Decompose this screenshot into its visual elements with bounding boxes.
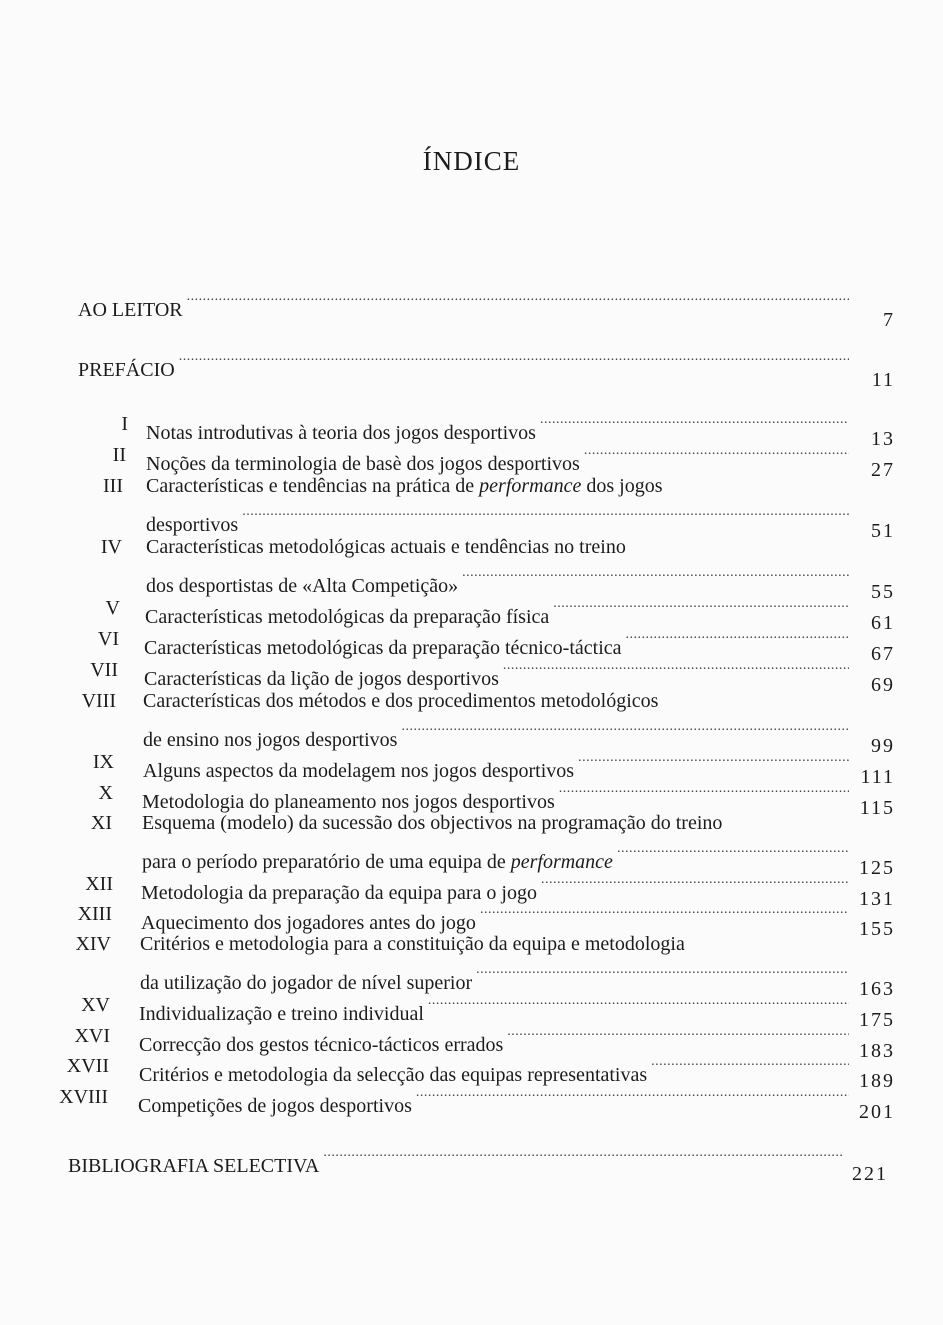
chapter-title-line — [138, 1082, 895, 1121]
entry-page: 155 — [859, 918, 895, 940]
chapter-number: XIII — [77, 903, 112, 925]
entry-label: BIBLIOGRAFIA SELECTIVA — [68, 1155, 320, 1177]
dot-leader — [462, 562, 849, 592]
entry-label: PREFÁCIO — [78, 359, 175, 381]
entry-label: AO LEITOR — [78, 299, 183, 321]
entry-page: 99 — [871, 735, 895, 757]
chapter-number: V — [105, 597, 120, 619]
chapter-number: VII — [90, 659, 118, 681]
entry-page: 201 — [859, 1101, 895, 1123]
entry-page: 183 — [859, 1040, 895, 1062]
chapter-title-italic: performance — [510, 851, 613, 873]
dot-leader — [553, 593, 849, 623]
dot-leader — [651, 1051, 849, 1081]
chapter-title-line — [142, 808, 722, 838]
entry-page: 125 — [859, 857, 895, 879]
chapter-title-text: de ensino nos jogos desportivos — [143, 729, 398, 751]
chapter-title-text: dos jogos — [581, 475, 663, 497]
dot-leader — [541, 869, 849, 899]
dot-leader — [187, 286, 849, 316]
entry-page: 69 — [871, 674, 895, 696]
chapter-number: IX — [92, 751, 114, 773]
chapter-title-text: Critérios e metodologia para a constituição da equipa e metodologia — [140, 933, 685, 955]
chapter-number: I — [121, 413, 128, 435]
dot-leader — [578, 747, 849, 777]
chapter-number: XII — [85, 873, 113, 895]
dot-leader — [507, 1021, 849, 1051]
chapter-number: XIV — [75, 933, 111, 955]
dot-leader — [242, 501, 849, 531]
entry-page: 189 — [859, 1070, 895, 1092]
dot-leader — [584, 440, 849, 470]
entry-page: 131 — [859, 888, 895, 910]
chapter-title-text: Metodologia da preparação da equipa para o jogo — [141, 882, 537, 904]
chapter-title-text: Características metodológicas da preparação física — [145, 606, 550, 628]
chapter-title-text: dos desportistas de «Alta Competição» — [146, 575, 459, 597]
chapter-title-text: Aquecimento dos jogadores antes do jogo — [141, 912, 476, 934]
chapter-title-text: para o período preparatório de uma equipa de — [142, 851, 511, 873]
chapter-title-text: Metodologia do planeamento nos jogos desportivos — [142, 791, 555, 813]
page-title: ÍNDICE — [422, 146, 521, 176]
chapter-title-text: Características metodológicas actuais e tendências no treino — [146, 536, 626, 558]
chapter-number: II — [112, 444, 126, 466]
dot-leader — [540, 409, 849, 439]
dot-leader — [323, 1142, 842, 1172]
chapter-number: XI — [90, 812, 112, 834]
entry-page: 11 — [871, 369, 895, 391]
entry-page: 221 — [852, 1163, 888, 1185]
chapter-title-text: Critérios e metodologia da selecção das equipas representativas — [139, 1064, 648, 1086]
dot-leader — [401, 716, 849, 746]
chapter-number: III — [103, 475, 123, 497]
chapter-number: IV — [100, 536, 122, 558]
entry-page: 175 — [859, 1009, 895, 1031]
chapter-title-text: Correcção dos gestos técnico-tácticos errados — [139, 1034, 504, 1056]
entry-page: 51 — [871, 520, 895, 542]
entry-page: 13 — [871, 428, 895, 450]
dot-leader — [503, 655, 849, 685]
chapter-title-text: Esquema (modelo) da sucessão dos objectivos na programação do treino — [142, 812, 723, 834]
chapter-number: XVII — [66, 1055, 109, 1077]
chapter-number: VI — [97, 628, 119, 650]
dot-leader — [428, 990, 849, 1020]
dot-leader — [476, 959, 849, 989]
entry-page: 163 — [859, 978, 895, 1000]
entry-page: 67 — [871, 643, 895, 665]
chapter-title-text: Características metodológicas da preparação técnico-táctica — [144, 637, 622, 659]
chapter-number: XVIII — [59, 1086, 108, 1108]
chapter-title-text: Noções da terminologia de basè dos jogos desportivos — [146, 453, 580, 475]
chapter-title-line — [140, 929, 685, 959]
dot-leader — [626, 624, 849, 654]
chapter-title-text: Características e tendências na prática de — [146, 475, 480, 497]
chapter-title-text: Notas introdutivas à teoria dos jogos desportivos — [146, 422, 536, 444]
chapter-number: VIII — [81, 690, 116, 712]
dot-leader — [480, 899, 849, 929]
chapter-title-text: Alguns aspectos da modelagem nos jogos desportivos — [143, 760, 575, 782]
chapter-title-text: da utilização do jogador de nível superior — [140, 972, 473, 994]
chapter-title-line — [146, 532, 626, 562]
dot-leader — [559, 778, 849, 808]
chapter-number: XVI — [74, 1025, 110, 1047]
entry-page: 55 — [871, 581, 895, 603]
chapter-title-text: desportivos — [146, 514, 239, 536]
chapter-number: XV — [81, 994, 110, 1016]
entry-page: 115 — [859, 797, 895, 819]
chapter-title-text: Características dos métodos e dos procedimentos metodológicos — [143, 690, 659, 712]
chapter-title-line — [143, 686, 658, 716]
entry-page: 27 — [871, 459, 895, 481]
chapter-number: X — [98, 782, 113, 804]
entry-page: 7 — [883, 309, 895, 331]
chapter-title-italic: performance — [479, 475, 582, 497]
chapter-title-line — [146, 471, 662, 501]
dot-leader — [179, 346, 849, 376]
dot-leader — [416, 1082, 849, 1112]
entry-page: 111 — [860, 766, 895, 788]
entry-page: 61 — [871, 612, 895, 634]
chapter-title-text: Características da lição de jogos desportivos — [144, 668, 499, 690]
dot-leader — [617, 838, 849, 868]
chapter-title-text: Individualização e treino individual — [139, 1003, 424, 1025]
chapter-title-text: Competições de jogos desportivos — [138, 1095, 412, 1117]
